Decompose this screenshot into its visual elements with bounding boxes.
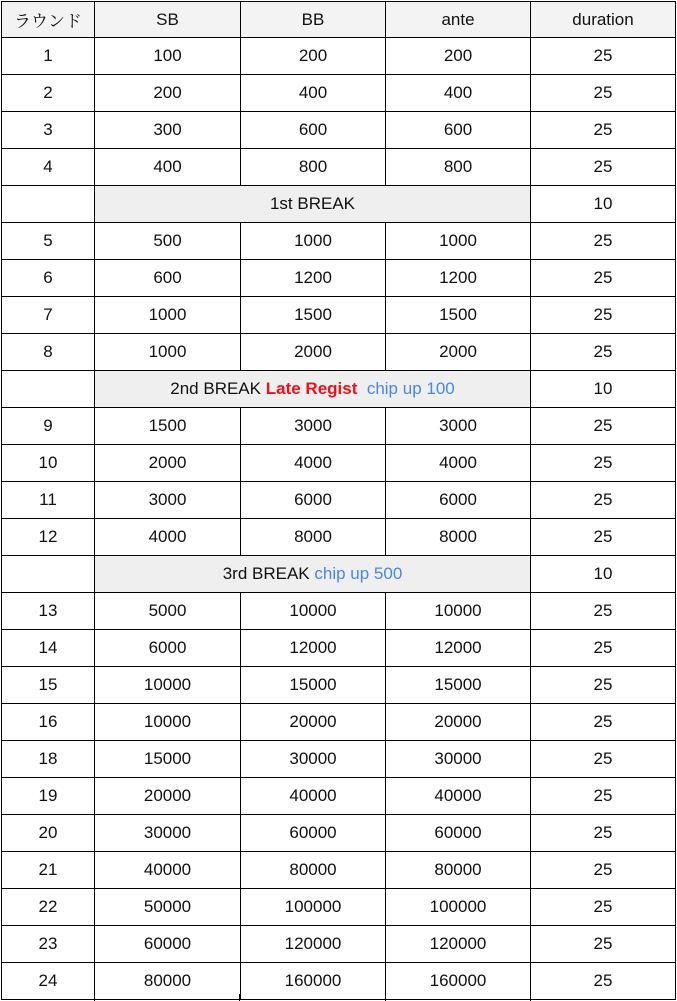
duration-cell: 25 <box>531 149 676 186</box>
round-cell: 18 <box>2 741 95 778</box>
header-ante: ante <box>386 2 531 38</box>
duration-cell: 25 <box>531 889 676 926</box>
header-round: ラウンド <box>2 2 95 38</box>
table-row <box>2 741 676 778</box>
round-cell: 23 <box>2 926 95 963</box>
bb-cell: 100000 <box>241 889 386 926</box>
duration-cell: 25 <box>531 38 676 75</box>
header-sb: SB <box>95 2 241 38</box>
duration-cell: 25 <box>531 852 676 889</box>
bb-cell: 8000 <box>241 519 386 556</box>
round-cell: 8 <box>2 334 95 371</box>
break-name: 2nd BREAK <box>170 379 261 398</box>
ante-cell: 60000 <box>386 815 531 852</box>
table-body <box>2 38 676 1000</box>
chip-up-note: chip up 100 <box>366 379 455 398</box>
bb-cell: 200 <box>241 38 386 75</box>
late-regist-note: Late Regist <box>265 379 358 398</box>
bb-cell: 60000 <box>241 815 386 852</box>
sb-cell: 2000 <box>95 445 241 482</box>
round-cell: 14 <box>2 630 95 667</box>
table-row <box>2 75 676 112</box>
ante-cell: 10000 <box>386 593 531 630</box>
table-row <box>2 482 676 519</box>
table-row <box>2 334 676 371</box>
table-row <box>2 223 676 260</box>
bb-cell: 15000 <box>241 667 386 704</box>
sb-cell: 6000 <box>95 630 241 667</box>
table-row <box>2 704 676 741</box>
round-cell <box>2 186 95 223</box>
ante-cell: 3000 <box>386 408 531 445</box>
grid-line <box>385 994 386 1001</box>
table-row <box>2 445 676 482</box>
table-row <box>2 667 676 704</box>
duration-cell: 25 <box>531 297 676 334</box>
break-label <box>95 371 531 408</box>
round-cell: 19 <box>2 778 95 815</box>
round-cell: 6 <box>2 260 95 297</box>
table-row <box>2 149 676 186</box>
duration-cell: 25 <box>531 593 676 630</box>
duration-cell: 25 <box>531 260 676 297</box>
sb-cell: 4000 <box>95 519 241 556</box>
sb-cell: 400 <box>95 149 241 186</box>
chip-up-note: chip up 500 <box>314 564 403 583</box>
duration-cell: 25 <box>531 75 676 112</box>
sb-cell: 500 <box>95 223 241 260</box>
header-duration: duration <box>531 2 676 38</box>
sb-cell: 60000 <box>95 926 241 963</box>
round-cell <box>2 371 95 408</box>
blind-structure-table <box>1 1 676 1000</box>
round-cell <box>2 556 95 593</box>
break-label <box>95 186 531 223</box>
grid-line <box>530 994 531 1001</box>
table-row <box>2 593 676 630</box>
ante-cell: 6000 <box>386 482 531 519</box>
round-cell: 9 <box>2 408 95 445</box>
bb-cell: 120000 <box>241 926 386 963</box>
round-cell: 22 <box>2 889 95 926</box>
duration-cell: 25 <box>531 963 676 1000</box>
duration-cell: 10 <box>531 556 676 593</box>
table-row <box>2 963 676 1000</box>
table-row <box>2 778 676 815</box>
table-row <box>2 297 676 334</box>
round-cell: 15 <box>2 667 95 704</box>
round-cell: 4 <box>2 149 95 186</box>
ante-cell: 20000 <box>386 704 531 741</box>
round-cell: 20 <box>2 815 95 852</box>
ante-cell: 100000 <box>386 889 531 926</box>
bb-cell: 20000 <box>241 704 386 741</box>
round-cell: 5 <box>2 223 95 260</box>
table-row <box>2 260 676 297</box>
duration-cell: 10 <box>531 371 676 408</box>
table-row <box>2 852 676 889</box>
duration-cell: 25 <box>531 704 676 741</box>
duration-cell: 25 <box>531 223 676 260</box>
table-row <box>2 926 676 963</box>
bb-cell: 800 <box>241 149 386 186</box>
table-row <box>2 519 676 556</box>
round-cell: 16 <box>2 704 95 741</box>
bb-cell: 30000 <box>241 741 386 778</box>
ante-cell: 160000 <box>386 963 531 1000</box>
duration-cell: 25 <box>531 334 676 371</box>
break-row <box>2 556 676 593</box>
ante-cell: 1200 <box>386 260 531 297</box>
grid-line <box>239 994 240 1001</box>
bb-cell: 2000 <box>241 334 386 371</box>
bb-cell: 600 <box>241 112 386 149</box>
duration-cell: 25 <box>531 482 676 519</box>
table-row <box>2 38 676 75</box>
round-cell: 1 <box>2 38 95 75</box>
sb-cell: 300 <box>95 112 241 149</box>
ante-cell: 30000 <box>386 741 531 778</box>
duration-cell: 25 <box>531 926 676 963</box>
sb-cell: 10000 <box>95 667 241 704</box>
break-label <box>95 556 531 593</box>
sb-cell: 600 <box>95 260 241 297</box>
ante-cell: 12000 <box>386 630 531 667</box>
ante-cell: 8000 <box>386 519 531 556</box>
header-row <box>2 2 676 38</box>
sb-cell: 3000 <box>95 482 241 519</box>
round-cell: 21 <box>2 852 95 889</box>
bb-cell: 80000 <box>241 852 386 889</box>
ante-cell: 120000 <box>386 926 531 963</box>
break-name: 3rd BREAK <box>222 564 310 583</box>
bb-cell: 160000 <box>241 963 386 1000</box>
ante-cell: 1500 <box>386 297 531 334</box>
bb-cell: 10000 <box>241 593 386 630</box>
duration-cell: 25 <box>531 445 676 482</box>
bb-cell: 1000 <box>241 223 386 260</box>
duration-cell: 25 <box>531 408 676 445</box>
round-cell: 11 <box>2 482 95 519</box>
sb-cell: 200 <box>95 75 241 112</box>
duration-cell: 25 <box>531 778 676 815</box>
break-row <box>2 371 676 408</box>
ante-cell: 80000 <box>386 852 531 889</box>
header-bb: BB <box>241 2 386 38</box>
round-cell: 13 <box>2 593 95 630</box>
ante-cell: 4000 <box>386 445 531 482</box>
sb-cell: 40000 <box>95 852 241 889</box>
ante-cell: 15000 <box>386 667 531 704</box>
sb-cell: 80000 <box>95 963 241 1000</box>
duration-cell: 25 <box>531 112 676 149</box>
bb-cell: 12000 <box>241 630 386 667</box>
table-row <box>2 112 676 149</box>
ante-cell: 1000 <box>386 223 531 260</box>
round-cell: 12 <box>2 519 95 556</box>
sb-cell: 5000 <box>95 593 241 630</box>
ante-cell: 600 <box>386 112 531 149</box>
sb-cell: 100 <box>95 38 241 75</box>
sb-cell: 20000 <box>95 778 241 815</box>
duration-cell: 25 <box>531 519 676 556</box>
bb-cell: 3000 <box>241 408 386 445</box>
break-row <box>2 186 676 223</box>
ante-cell: 200 <box>386 38 531 75</box>
table-row <box>2 408 676 445</box>
duration-cell: 25 <box>531 667 676 704</box>
bb-cell: 4000 <box>241 445 386 482</box>
break-name: 1st BREAK <box>269 194 356 213</box>
sb-cell: 1500 <box>95 408 241 445</box>
bb-cell: 40000 <box>241 778 386 815</box>
ante-cell: 2000 <box>386 334 531 371</box>
round-cell: 3 <box>2 112 95 149</box>
bb-cell: 1200 <box>241 260 386 297</box>
table-row <box>2 815 676 852</box>
bb-cell: 6000 <box>241 482 386 519</box>
duration-cell: 25 <box>531 815 676 852</box>
round-cell: 24 <box>2 963 95 1000</box>
sb-cell: 50000 <box>95 889 241 926</box>
bb-cell: 400 <box>241 75 386 112</box>
round-cell: 10 <box>2 445 95 482</box>
ante-cell: 400 <box>386 75 531 112</box>
duration-cell: 10 <box>531 186 676 223</box>
sb-cell: 30000 <box>95 815 241 852</box>
sb-cell: 1000 <box>95 334 241 371</box>
round-cell: 2 <box>2 75 95 112</box>
duration-cell: 25 <box>531 741 676 778</box>
table-row <box>2 630 676 667</box>
round-cell: 7 <box>2 297 95 334</box>
ante-cell: 40000 <box>386 778 531 815</box>
duration-cell: 25 <box>531 630 676 667</box>
bb-cell: 1500 <box>241 297 386 334</box>
sb-cell: 1000 <box>95 297 241 334</box>
sb-cell: 10000 <box>95 704 241 741</box>
table-row <box>2 889 676 926</box>
sb-cell: 15000 <box>95 741 241 778</box>
grid-line <box>94 994 95 1001</box>
ante-cell: 800 <box>386 149 531 186</box>
